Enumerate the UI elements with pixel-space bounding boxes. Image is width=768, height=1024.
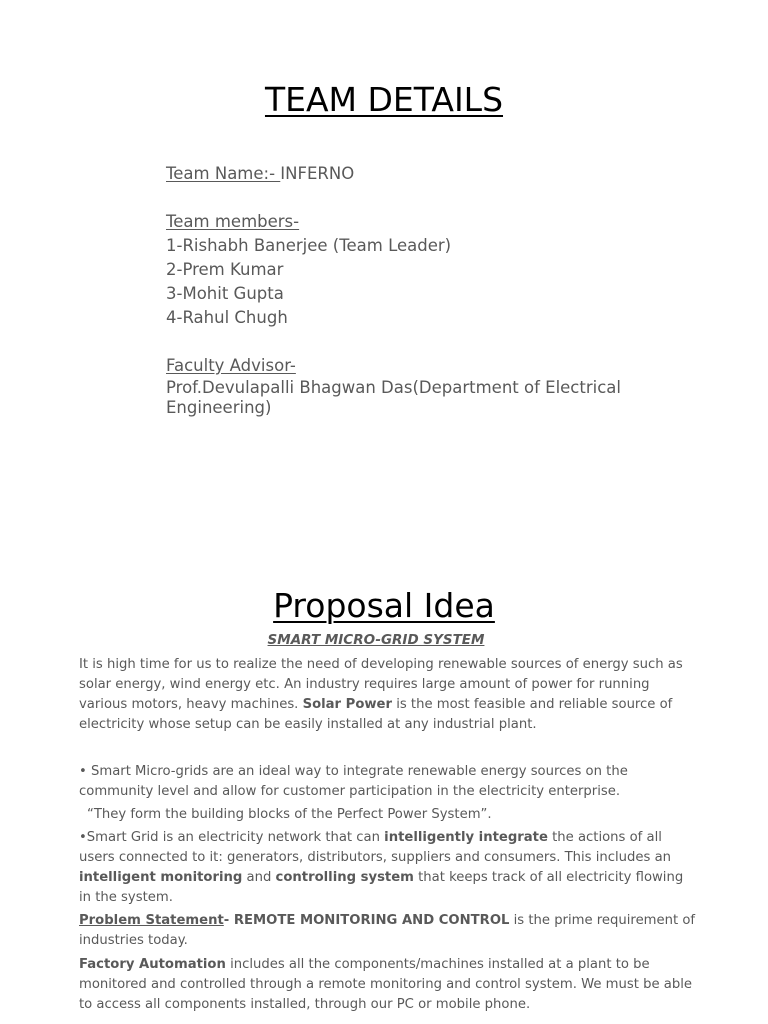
team-members-label: Team members-	[166, 212, 300, 231]
team-name-line	[166, 162, 686, 186]
factory-automation-text: includes all the components/machines installed at a plant to be monitored and controlled through a remote monitoring and control system. We must be able to access all components installed, through our PC or mobile phone.	[79, 957, 693, 1012]
factory-automation-paragraph	[79, 955, 699, 1015]
team-details-title: TEAM DETAILS	[264, 80, 504, 119]
intro-paragraph	[79, 655, 699, 735]
member-item: 2-Prem Kumar	[166, 260, 284, 279]
smart-grid-text-d: that keeps track of all electricity flowing in the system.	[79, 870, 684, 905]
team-details-block	[166, 162, 686, 418]
proposal-subtitle: SMART MICRO-GRID SYSTEM	[267, 632, 485, 648]
faculty-advisor-line2: Engineering)	[166, 398, 272, 417]
member-item: 1-Rishabh Banerjee (Team Leader)	[166, 236, 452, 255]
team-name-value: INFERNO	[280, 164, 355, 183]
problem-statement-bold: REMOTE MONITORING AND CONTROL	[229, 913, 510, 928]
smart-grid-text-b: the actions of all users connected to it: generators, distributors, suppliers and consumers. This includes an	[79, 830, 672, 865]
factory-automation-bold: Factory Automation	[79, 957, 226, 972]
intro-text-a: It is high time for us to realize the need of developing renewable sources of energy such as solar energy, wind energy etc. An industry requires large amount of power for running various motors, heavy machines.	[79, 657, 683, 712]
faculty-advisor-line1: Prof.Devulapalli Bhagwan Das(Department of Electrical	[166, 378, 621, 397]
smart-grid-bold-b: intelligent monitoring	[79, 870, 243, 885]
smart-grid-text-a: •Smart Grid is an electricity network that can	[79, 830, 385, 845]
smart-grid-text-c: and	[242, 870, 276, 885]
team-name-label: Team Name:-	[166, 164, 281, 183]
smart-grid-paragraph	[79, 828, 699, 908]
micro-grid-paragraph: • Smart Micro-grids are an ideal way to integrate renewable energy sources on the community level and allow for customer participation in the electricity enterprise.	[79, 764, 628, 799]
smart-grid-bold-a: intelligently integrate	[384, 830, 548, 845]
problem-statement-dash: -	[223, 913, 230, 928]
intro-bold: Solar Power	[302, 697, 393, 712]
problem-statement-text: is the prime requirement of industries today.	[79, 913, 696, 948]
problem-statement-label: Problem Statement	[79, 913, 224, 928]
intro-text-b: is the most feasible and reliable source of electricity whose setup can be easily installed at any industrial plant.	[79, 697, 673, 732]
quote-line: “They form the building blocks of the Perfect Power System”.	[87, 807, 492, 822]
member-item: 3-Mohit Gupta	[166, 284, 284, 303]
proposal-idea-title: Proposal Idea	[273, 586, 495, 625]
problem-statement-paragraph	[79, 911, 699, 951]
faculty-advisor-label: Faculty Advisor-	[166, 356, 296, 375]
smart-grid-bold-c: controlling system	[275, 870, 414, 885]
member-item: 4-Rahul Chugh	[166, 308, 288, 327]
